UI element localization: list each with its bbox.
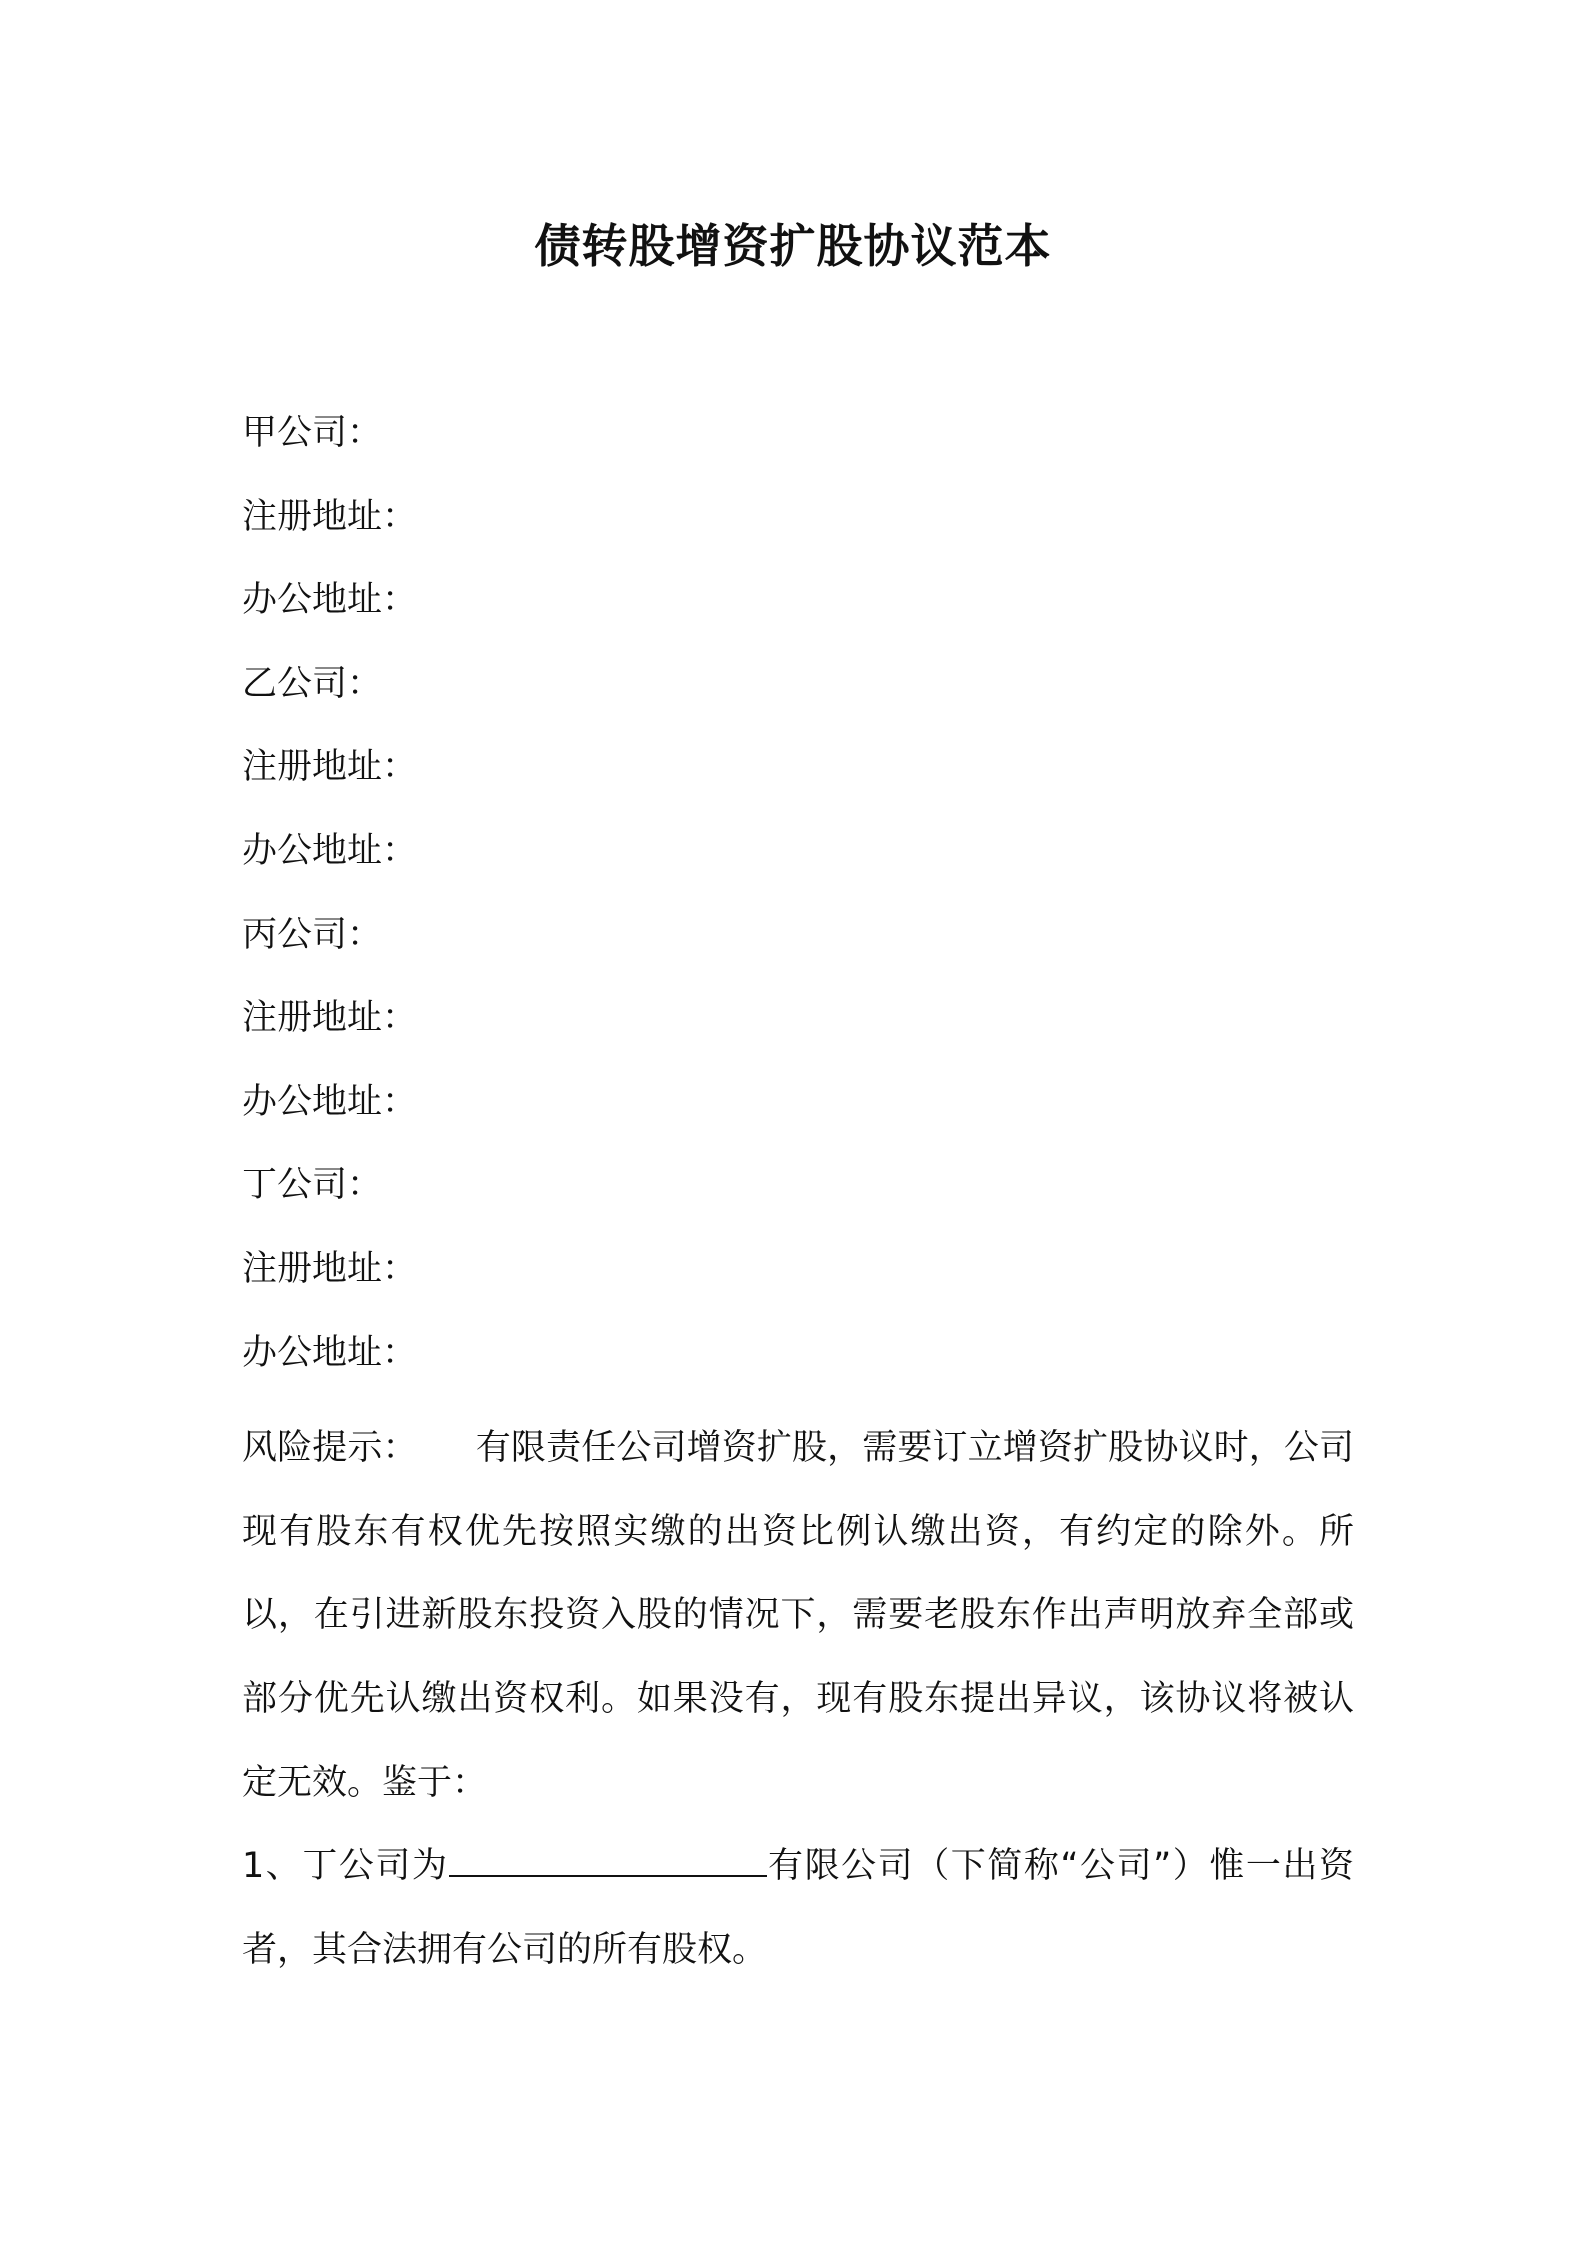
document-title: 债转股增资扩股协议范本 <box>534 219 1052 273</box>
party-company-a-office-address-label: 办公地址： <box>242 580 418 621</box>
party-company-a-registered-address-label: 注册地址： <box>242 496 418 537</box>
risk-notice-text: 有限责任公司增资扩股，需要订立增资扩股协议时，公司现有股东有权优先按照实缴的出资比例认缴出资，有约定的除外。所以，在引进新股东投资入股的情况下，需要老股东作出声明放弃全部或部分优先认缴出资权利。如果没有，现有股东提出异议，该协议将被认定无效。鉴于： <box>242 1428 1354 1803</box>
risk-notice-paragraph <box>242 1407 1354 1825</box>
clause-1-prefix: 1、丁公司为 <box>242 1846 449 1887</box>
party-company-b-registered-address-label: 注册地址： <box>242 747 418 788</box>
party-company-d-office-address-label: 办公地址： <box>242 1332 418 1373</box>
party-company-c-registered-address-label: 注册地址： <box>242 998 418 1039</box>
clause-1-suffix: 有限公司（下简称“公司”）惟一出资者，其合法拥有公司的所有股权。 <box>242 1846 1354 1970</box>
document-body <box>242 404 1354 1992</box>
party-company-a-label: 甲公司： <box>242 413 383 453</box>
risk-notice-label: 风险提示： <box>242 1428 418 1469</box>
party-company-c-label: 丙公司： <box>242 914 383 955</box>
clause-1-paragraph <box>242 1825 1354 1992</box>
party-company-d-label: 丁公司： <box>242 1165 383 1206</box>
party-company-b-office-address-label: 办公地址： <box>242 830 418 871</box>
party-company-c-office-address-label: 办公地址： <box>242 1081 418 1122</box>
company-name-blank <box>449 1841 767 1877</box>
party-company-b-label: 乙公司： <box>242 663 383 704</box>
party-company-d-registered-address-label: 注册地址： <box>242 1248 418 1289</box>
